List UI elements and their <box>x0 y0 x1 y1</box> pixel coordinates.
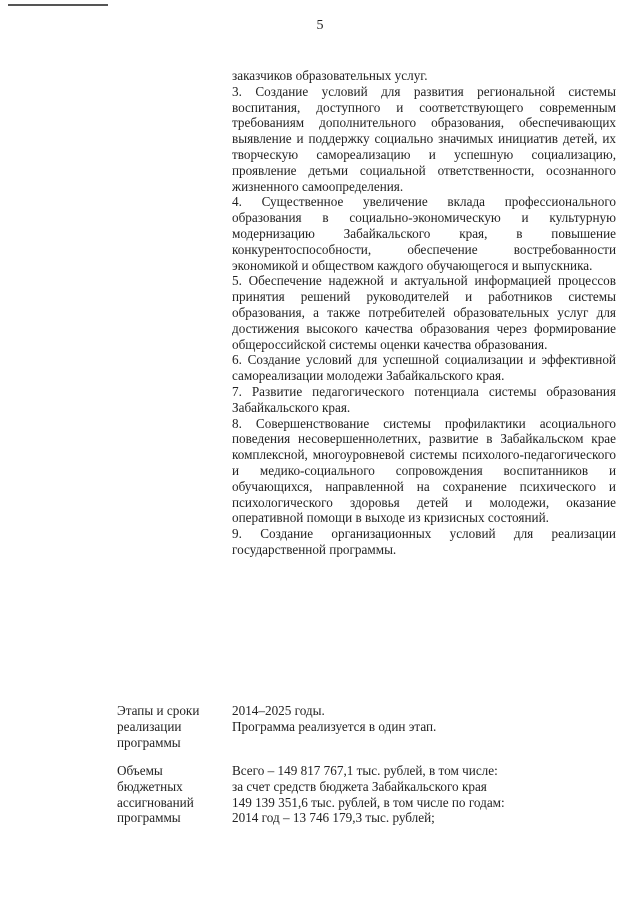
goal-item-9: 9. Создание организационных условий для реализации государственной программы. <box>232 526 616 557</box>
budget-value <box>232 763 616 826</box>
goal-item-6: 6. Создание условий для успешной социализации и эффективной самореализации молодежи Забайкальского края. <box>232 352 616 384</box>
goal-item-5: 5. Обеспечение надежной и актуальной информацией процессов принятия решений руководителей и работников системы образования, а также потребителей образовательных услуг для достижения высокого качества образования через формирование общероссийской системы оценки качества образования. <box>232 273 616 352</box>
budget-line: 2014 год – 13 746 179,3 тыс. рублей; <box>232 810 435 826</box>
continuation-line: заказчиков образовательных услуг. <box>232 68 428 83</box>
budget-line: Всего – 149 817 767,1 тыс. рублей, в том числе: <box>232 763 498 778</box>
budget-line: за счет средств бюджета Забайкальского края <box>232 778 487 794</box>
budget-label: Объемы бюджетных ассигнований программы <box>117 763 194 826</box>
stages-value <box>232 703 616 735</box>
stages-line: Программа реализуется в один этап. <box>232 718 437 734</box>
stages-label: Этапы и сроки реализации программы <box>117 703 200 750</box>
goal-item-7: 7. Развитие педагогического потенциала системы образования Забайкальского края. <box>232 383 616 415</box>
goal-item-8: 8. Совершенствование системы профилактики асоциального поведения несовершеннолетних, развитие в Забайкальском крае комплексной, многоуровневой системы психолого-педагогического и медико-социального сопровождения воспитанников и обучающихся, направленной на сохранение психического и психологического здоровья детей и молодежи, оказание оперативной помощи в выходе из кризисных состояний. <box>232 415 616 526</box>
goal-item-4: 4. Существенное увеличение вклада профессионального образования в социально-экономическую и культурную модернизацию Забайкальского края, в повышение конкурентоспособности, обеспечение востребованности экономикой и обществом каждого обучающегося и выпускника. <box>232 194 616 273</box>
budget-line: 149 139 351,6 тыс. рублей, в том числе по годам: <box>232 794 505 810</box>
goals-text <box>232 68 616 558</box>
stages-line: 2014–2025 годы. <box>232 703 325 718</box>
page-number: 5 <box>316 18 324 33</box>
goal-item-3: 3. Создание условий для развития региональной системы воспитания, доступного и соответствующего современным требованиям дополнительного образования, обеспечивающих выявление и поддержку социально значимых инициатив детей, их творческую самореализацию и успешную социализацию, проявление детьми социальной ответственности, осознанного жизненного самоопределения. <box>232 83 616 194</box>
scan-mark <box>8 4 108 6</box>
